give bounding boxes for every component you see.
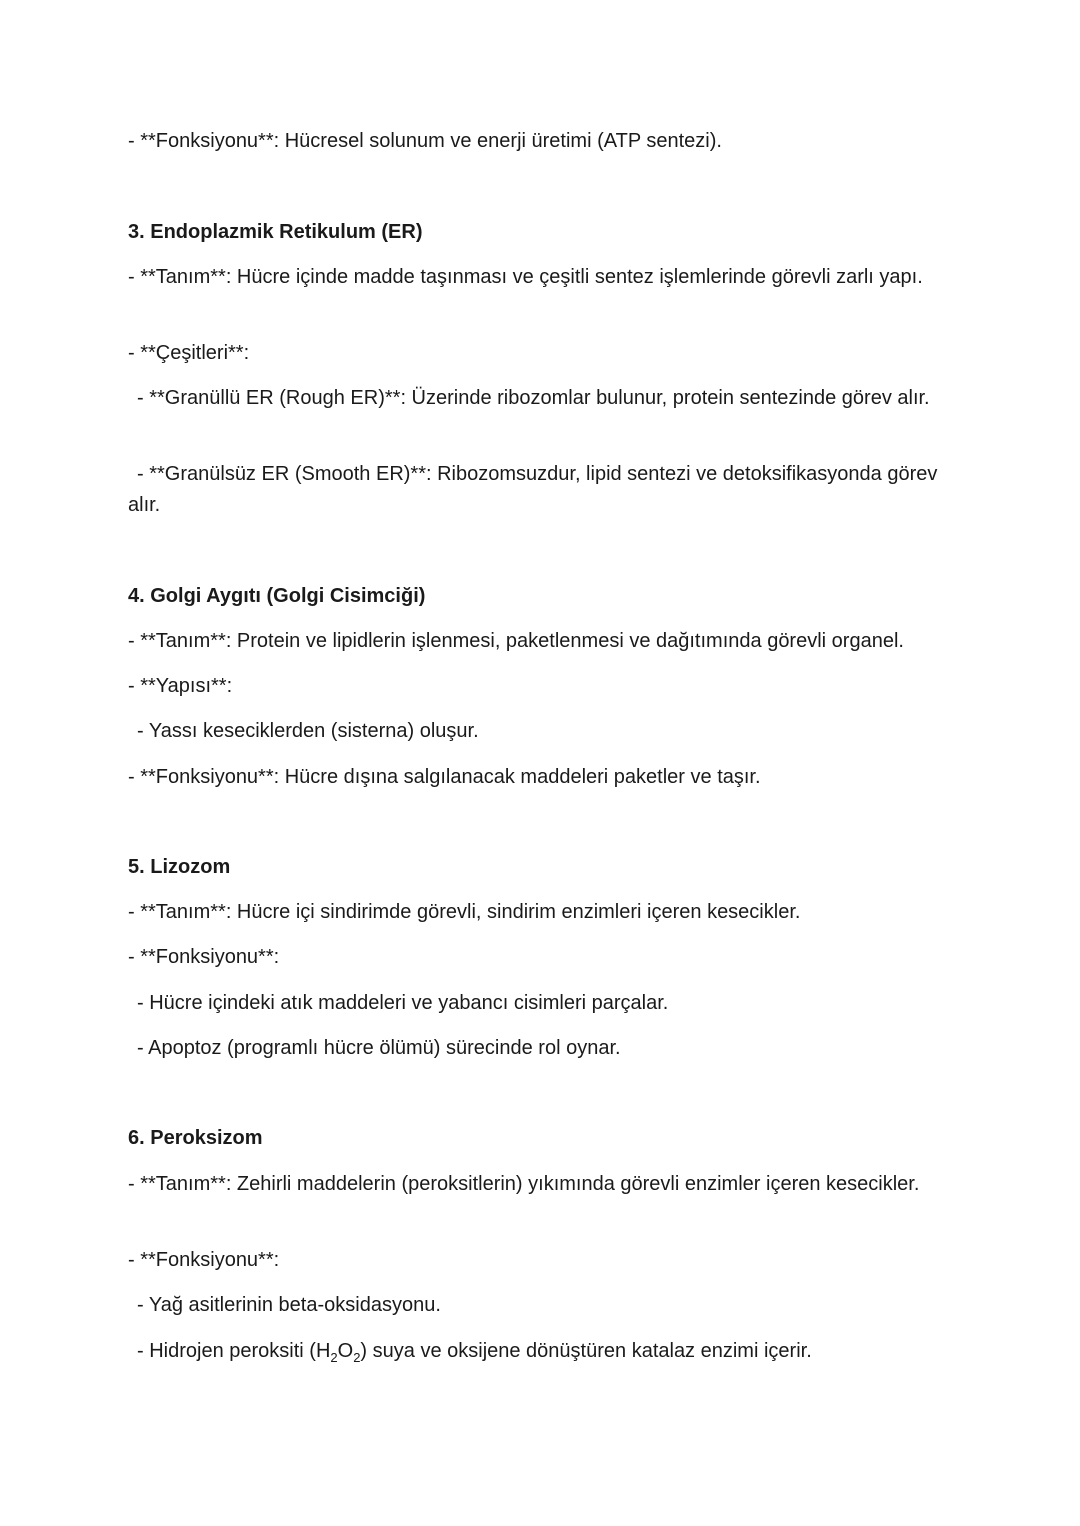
golgi-yapisi-item: - Yassı keseciklerden (sisterna) oluşur. — [137, 720, 479, 742]
mitokondri-fonksiyon-line: - **Fonksiyonu**: Hücresel solunum ve enerji üretimi (ATP sentezi). — [128, 130, 722, 152]
subscript-2: 2 — [330, 1350, 338, 1365]
er-granullu-line: - **Granüllü ER (Rough ER)**: Üzerinde ribozomlar bulunur, protein sentezinde görev alır. — [137, 387, 930, 409]
golgi-yapisi-line: - **Yapısı**: — [128, 675, 233, 697]
lizozom-item-2: - Apoptoz (programlı hücre ölümü) sürecinde rol oynar. — [137, 1037, 621, 1059]
er-heading: 3. Endoplazmik Retikulum (ER) — [128, 221, 423, 243]
item-2-text-mid: O — [337, 1340, 354, 1362]
golgi-heading: 4. Golgi Aygıtı (Golgi Cisimciği) — [128, 585, 426, 607]
lizozom-tanim-line: - **Tanım**: Hücre içi sindirimde görevli, sindirim enzimleri içeren kesecikler. — [128, 901, 801, 923]
golgi-fonksiyon-line: - **Fonksiyonu**: Hücre dışına salgılanacak maddeleri paketler ve taşır. — [128, 766, 761, 788]
lizozom-heading: 5. Lizozom — [128, 856, 231, 878]
lizozom-item-1: - Hücre içindeki atık maddeleri ve yabancı cisimleri parçalar. — [137, 992, 669, 1014]
er-tanim-line: - **Tanım**: Hücre içinde madde taşınması ve çeşitli sentez işlemlerinde görevli zarlı yapı. — [128, 266, 923, 288]
er-cesitleri-line: - **Çeşitleri**: — [128, 342, 250, 364]
lizozom-fonksiyon-line: - **Fonksiyonu**: — [128, 946, 280, 968]
peroksizom-fonksiyon-line: - **Fonksiyonu**: — [128, 1249, 280, 1271]
subscript-2: 2 — [353, 1350, 361, 1365]
peroksizom-tanim-line: - **Tanım**: Zehirli maddelerin (peroksitlerin) yıkımında görevli enzimler içeren kesecikler. — [128, 1173, 920, 1195]
peroksizom-item-2 — [128, 1336, 958, 1367]
peroksizom-item-1: - Yağ asitlerinin beta-oksidasyonu. — [137, 1294, 441, 1316]
er-granulsuz-line: - **Granülsüz ER (Smooth ER)**: Ribozomsuzdur, lipid sentezi ve detoksifikasyonda görev alır. — [128, 463, 938, 516]
item-2-text-post: ) suya ve oksijene dönüştüren katalaz enzimi içerir. — [360, 1340, 812, 1362]
peroksizom-heading: 6. Peroksizom — [128, 1127, 263, 1149]
golgi-tanim-line: - **Tanım**: Protein ve lipidlerin işlenmesi, paketlenmesi ve dağıtımında görevli organel. — [128, 630, 904, 652]
item-2-text-pre: - Hidrojen peroksiti (H — [137, 1340, 331, 1362]
